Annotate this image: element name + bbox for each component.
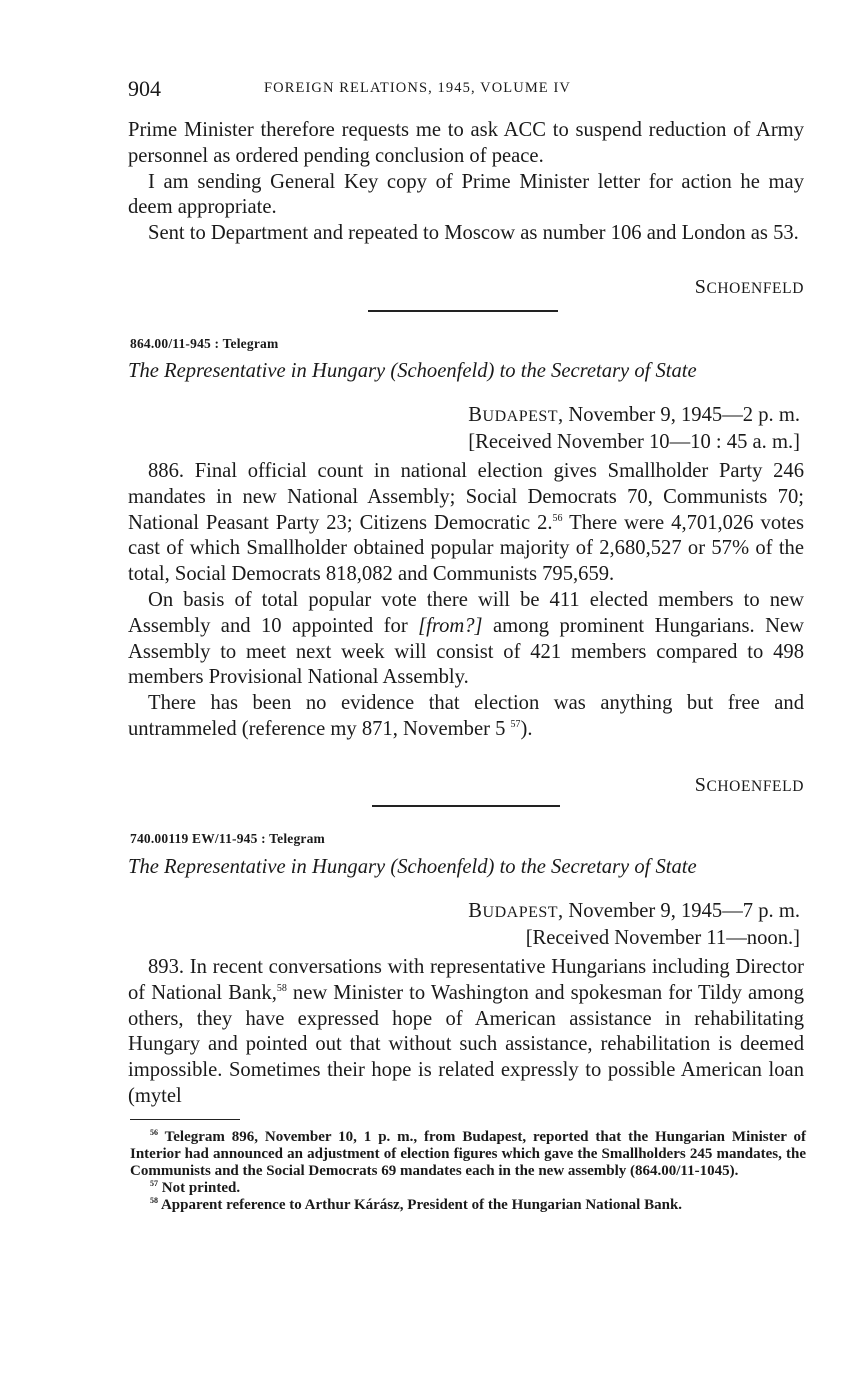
- footnote-ref-57: 57: [510, 718, 521, 730]
- file-reference-1: 864.00/11-945 : Telegram: [130, 336, 279, 351]
- footnote-56: $^{56}$ Telegram 896, November 10, 1 p. m., from Budapest, reported that the Hungarian Minister of Interior had announced an adjustment of election figures which gave the Smallholders 245 mandates, the Communists and the Social Democrats 69 mandates each in the new assembly (864.00/11-1045).: [130, 1128, 807, 1179]
- paragraph-popular-vote: On basis of total popular vote there will be 411 elected members to new Assembly and 10 appointed for [from?] among prominent Hungarians. New Assembly to meet next week will consist of 421 members compared to 498 members Provisional National Assembly.: [128, 588, 804, 689]
- footnotes: [130, 1129, 806, 1214]
- file-reference-2: 740.00119 EW/11-945 : Telegram: [130, 831, 325, 846]
- running-title: FOREIGN RELATIONS, 1945, VOLUME IV: [264, 80, 571, 96]
- footnote-divider: [130, 1119, 240, 1120]
- continued-paragraph-2: I am sending General Key copy of Prime Minister letter for action he may deem appropriate.: [128, 170, 804, 219]
- document-title-1: The Representative in Hungary (Schoenfeld) to the Secretary of State: [128, 360, 697, 382]
- document-title-2: The Representative in Hungary (Schoenfeld) to the Secretary of State: [128, 856, 697, 878]
- continued-paragraph-1: Prime Minister therefore requests me to ask ACC to suspend reduction of Army personnel as ordered pending conclusion of peace.: [128, 119, 804, 167]
- section-divider: [368, 310, 558, 312]
- signature-continued: SCHOENFELD: [694, 276, 804, 298]
- signature-doc1: SCHOENFELD: [694, 774, 804, 796]
- section-divider: [372, 805, 560, 807]
- footnote-57: $^{57}$ Not printed.: [150, 1179, 241, 1196]
- dateline-1: BUDAPEST, November 9, 1945—2 p. m. [Received November 10—10 : 45 a. m.]: [468, 403, 800, 455]
- received-line-2: [Received November 11—noon.]: [525, 926, 800, 949]
- page-header: [128, 76, 804, 102]
- continued-text: [128, 118, 804, 247]
- document-body-1: [128, 459, 804, 743]
- paragraph-893: 893. In recent conversations with representative Hungarians including Director of National Bank,$^{58}$ new Minister to Washington and spokesman for Tildy among others, they have expressed hope of American assistance in rehabilitating Hungary and pointed out that without such assistance, rehabilitation is deemed impossible. Sometimes their hope is related expressly to possible American loan (mytel: [128, 956, 804, 1107]
- paragraph-evidence: There has been no evidence that election was anything but free and untrammeled (reference my 871, November 5 $^{57}$).: [128, 692, 804, 740]
- continued-paragraph-3: Sent to Department and repeated to Moscow as number 106 and London as 53.: [148, 222, 799, 245]
- received-line-1: [Received November 10—10 : 45 a. m.]: [468, 430, 800, 453]
- footnote-ref-58: 58: [276, 982, 287, 994]
- page-number: 904: [128, 76, 161, 101]
- dateline-2: BUDAPEST, November 9, 1945—7 p. m. [Received November 11—noon.]: [468, 899, 800, 951]
- footnote-ref-56: 56: [552, 512, 563, 524]
- footnote-58: $^{58}$ Apparent reference to Arthur Kárász, President of the Hungarian National Bank.: [150, 1196, 683, 1213]
- document-body-2: [128, 955, 804, 1110]
- paragraph-886: 886. Final official count in national election gives Smallholder Party 246 mandates in new National Assembly; Social Democrats 70, Communists 70; National Peasant Party 23; Citizens Democratic 2.56 There were 4,701,026 votes cast of which Smallholder obtained popular majority of 2,680,527 or 57% of the total, Social Democrats 818,082 and Communists 795,659.: [128, 460, 805, 586]
